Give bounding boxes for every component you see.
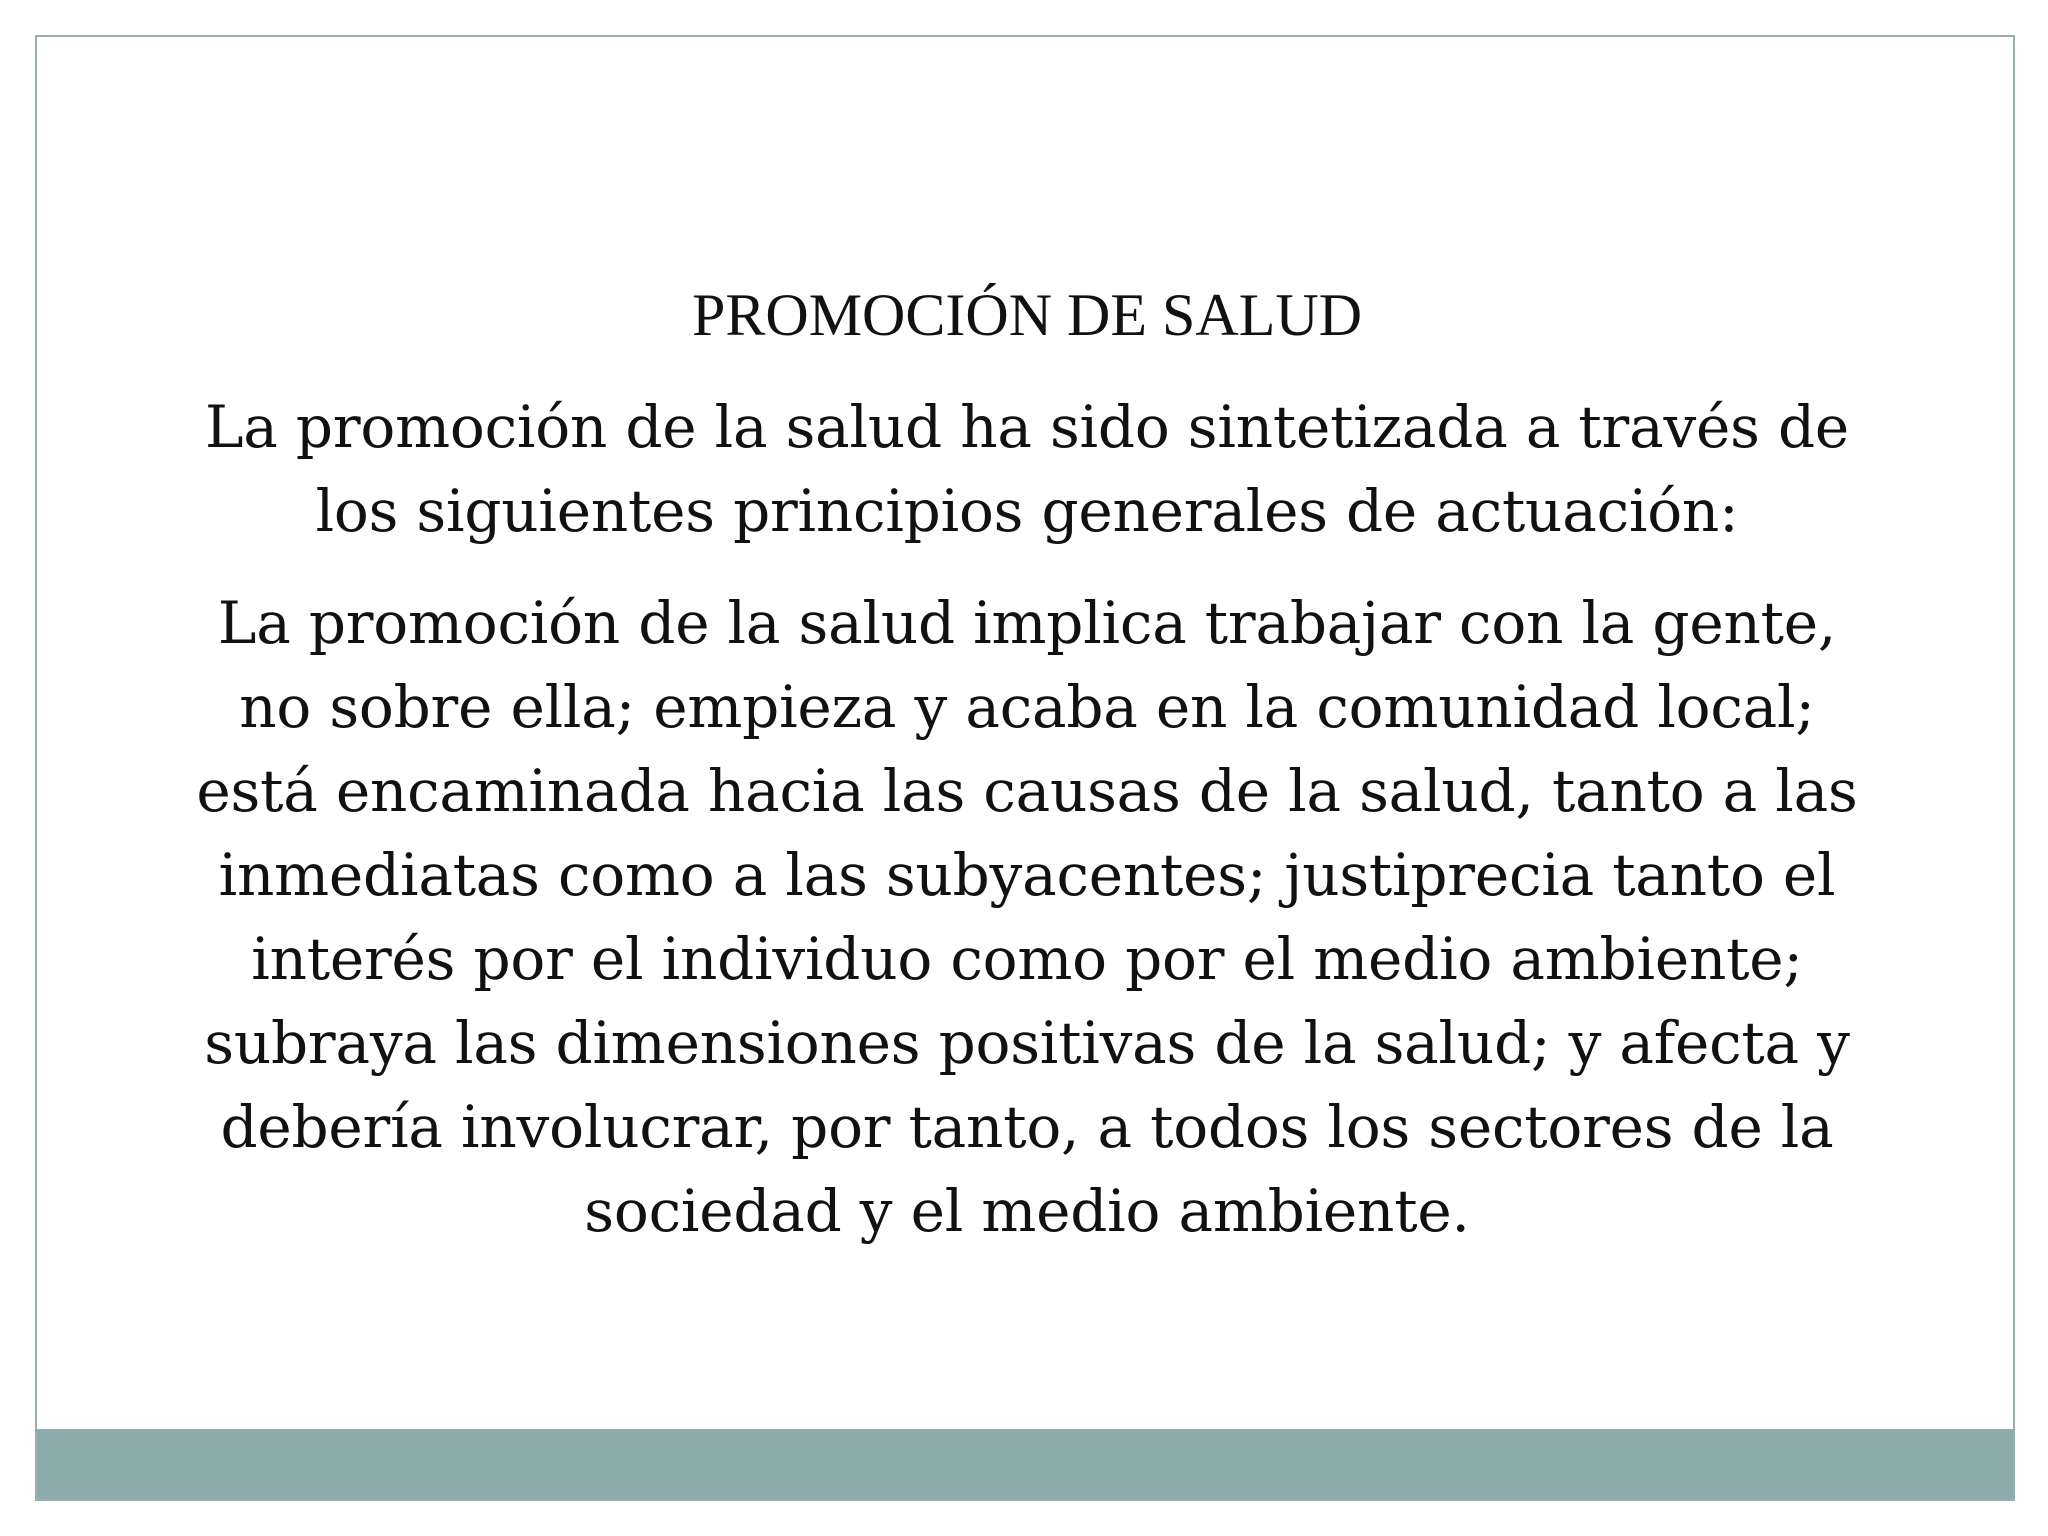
body-line: subraya las dimensiones positivas de la salud; y afecta y: [204, 1009, 1850, 1077]
body-paragraph: [157, 581, 1897, 1253]
intro-line: La promoción de la salud ha sido sintetizada a través de: [204, 393, 1849, 461]
body-line: debería involucrar, por tanto, a todos los sectores de la: [220, 1093, 1834, 1161]
body-line: está encaminada hacia las causas de la salud, tanto a las: [196, 757, 1858, 825]
intro-line: los siguientes principios generales de actuación:: [315, 477, 1739, 545]
intro-paragraph: [157, 385, 1897, 553]
body-line: sociedad y el medio ambiente.: [584, 1177, 1470, 1245]
body-line: interés por el individuo como por el medio ambiente;: [251, 925, 1803, 993]
footer-bar: [37, 1429, 2013, 1499]
slide-title: PROMOCIÓN DE SALUD: [691, 282, 1363, 348]
body-line: no sobre ella; empieza y acaba en la comunidad local;: [239, 673, 1815, 741]
slide-content: [157, 257, 1897, 1281]
body-line: inmediatas como a las subyacentes; justiprecia tanto el: [218, 841, 1836, 909]
slide-frame: [35, 35, 2015, 1501]
body-line: La promoción de la salud implica trabajar con la gente,: [217, 589, 1837, 657]
